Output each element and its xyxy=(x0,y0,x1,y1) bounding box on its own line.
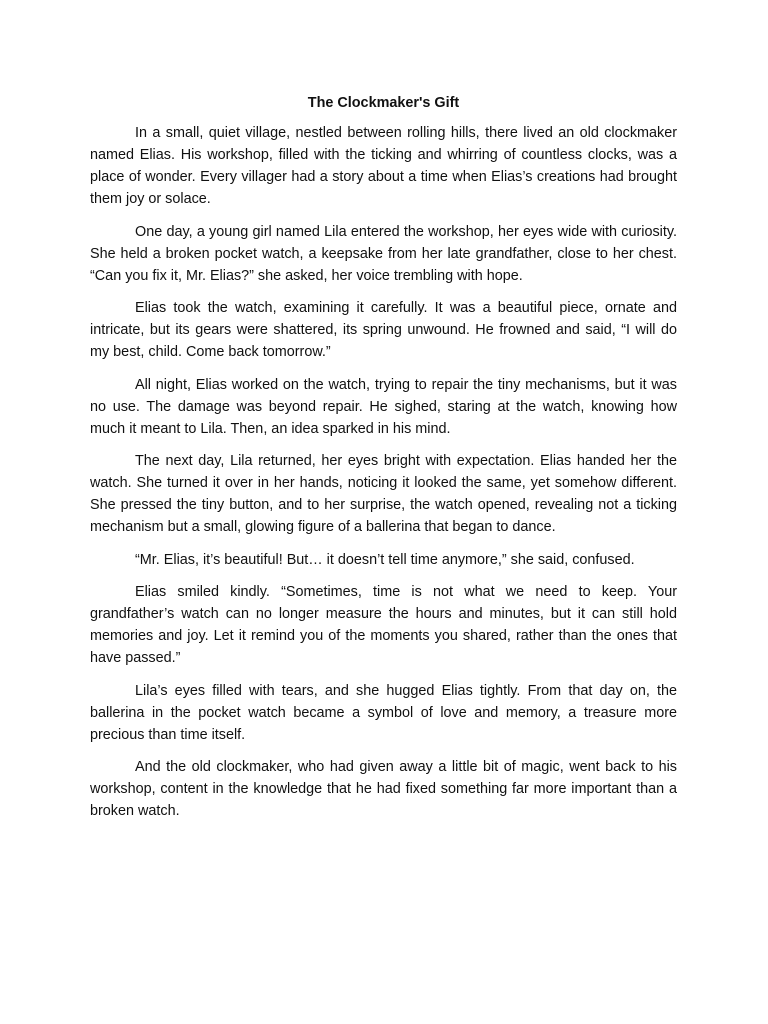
paragraph-1: In a small, quiet village, nestled between rolling hills, there lived an old clockmaker named Elias. His workshop, filled with the ticking and whirring of countless clocks, was a place of wonder. Every villager had a story about a time when Elias’s creations had brought them joy or solace. xyxy=(90,125,677,207)
paragraph-2: One day, a young girl named Lila entered the workshop, her eyes wide with curiosity. She held a broken pocket watch, a keepsake from her late grandfather, close to her chest. “Can you fix it, Mr. Elias?” she asked, her voice trembling with hope. xyxy=(90,223,677,284)
paragraph-5: The next day, Lila returned, her eyes bright with expectation. Elias handed her the watch. She turned it over in her hands, noticing it looked the same, yet somehow different. She pressed the tiny button, and to her surprise, the watch opened, revealing not a ticking mechanism but a small, glowing figure of a ballerina that began to dance. xyxy=(90,453,677,535)
paragraph-9: And the old clockmaker, who had given away a little bit of magic, went back to his workshop, content in the knowledge that he had fixed something far more important than a broken watch. xyxy=(90,759,677,819)
paragraph-4: All night, Elias worked on the watch, trying to repair the tiny mechanisms, but it was no use. The damage was beyond repair. He sighed, staring at the watch, knowing how much it meant to Lila. Then, an idea sparked in his mind. xyxy=(90,376,677,437)
paragraph-7: Elias smiled kindly. “Sometimes, time is not what we need to keep. Your grandfather’s watch can no longer measure the hours and minutes, but it can still hold memories and joy. Let it remind you of the moments you shared, rather than the ones that have passed.” xyxy=(90,584,677,666)
paragraph-3: Elias took the watch, examining it carefully. It was a beautiful piece, ornate and intricate, but its gears were shattered, its spring unwound. He frowned and said, “I will do my best, child. Come back tomorrow.” xyxy=(90,300,677,360)
document-title: The Clockmaker's Gift xyxy=(307,95,460,111)
document-page xyxy=(90,93,677,833)
paragraph-6: “Mr. Elias, it’s beautiful! But… it doesn’t tell time anymore,” she said, confused. xyxy=(135,551,635,568)
paragraph-8: Lila’s eyes filled with tears, and she hugged Elias tightly. From that day on, the ballerina in the pocket watch became a symbol of love and memory, a treasure more precious than time itself. xyxy=(90,682,677,743)
